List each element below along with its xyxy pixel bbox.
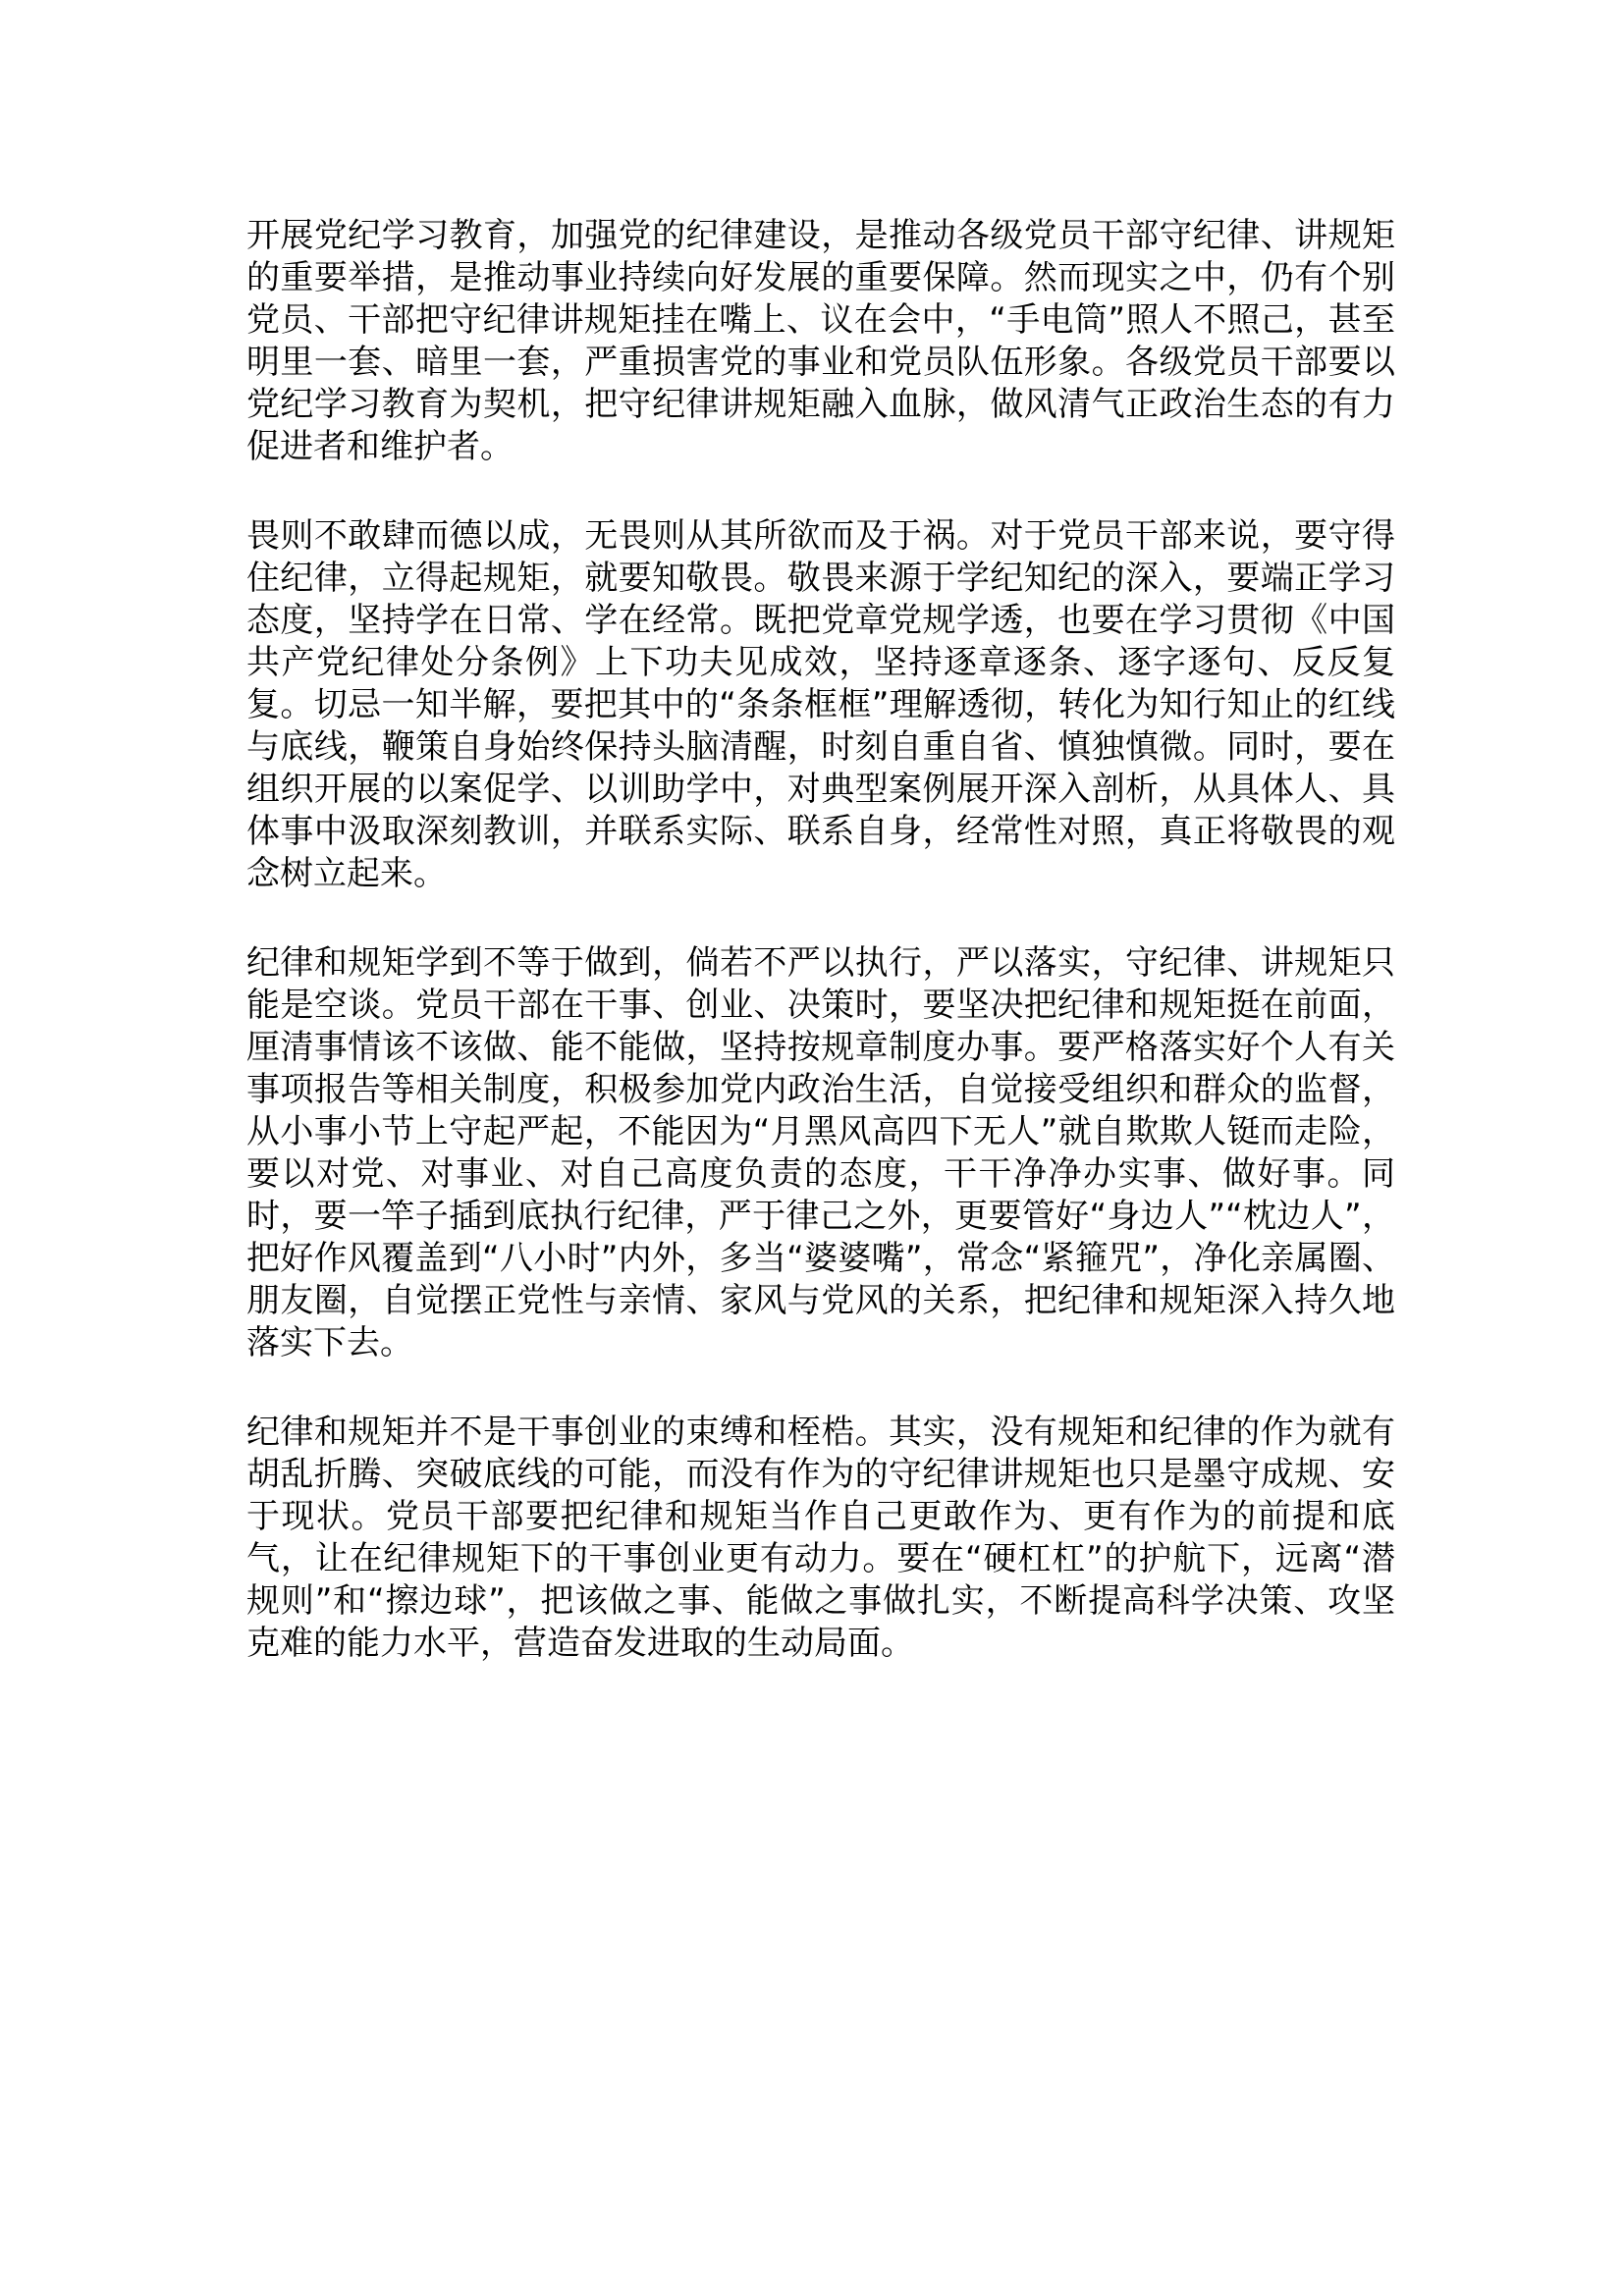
paragraph-1: 开展党纪学习教育，加强党的纪律建设，是推动各级党员干部守纪律、讲规矩的重要举措，是推动事业持续向好发展的重要保障。然而现实之中，仍有个别党员、干部把守纪律讲规矩挂在嘴上、议在会中，“手电筒”照人不照己，甚至明里一套、暗里一套，严重损害党的事业和党员队伍形象。各级党员干部要以党纪学习教育为契机，把守纪律讲规矩融入血脉，做风清气正政治生态的有力促进者和维护者。 bbox=[246, 216, 1395, 466]
article-body bbox=[246, 215, 1395, 1712]
paragraph-2: 畏则不敢肆而德以成，无畏则从其所欲而及于祸。对于党员干部来说，要守得住纪律，立得起规矩，就要知敬畏。敬畏来源于学纪知纪的深入，要端正学习态度，坚持学在日常、学在经常。既把党章党规学透，也要在学习贯彻《中国共产党纪律处分条例》上下功夫见成效，坚持逐章逐条、逐字逐句、反反复复。切忌一知半解，要把其中的“条条框框”理解透彻，转化为知行知止的红线与底线，鞭策自身始终保持头脑清醒，时刻自重自省、慎独慎微。同时，要在组织开展的以案促学、以训助学中，对典型案例展开深入剖析，从具体人、具体事中汲取深刻教训，并联系实际、联系自身，经常性对照，真正将敬畏的观念树立起来。 bbox=[246, 516, 1395, 893]
paragraph-3: 纪律和规矩学到不等于做到，倘若不严以执行，严以落实，守纪律、讲规矩只能是空谈。党员干部在干事、创业、决策时，要坚决把纪律和规矩挺在前面，厘清事情该不该做、能不能做，坚持按规章制度办事。要严格落实好个人有关事项报告等相关制度，积极参加党内政治生活，自觉接受组织和群众的监督，从小事小节上守起严起，不能因为“月黑风高四下无人”就自欺欺人铤而走险，要以对党、对事业、对自己高度负责的态度，干干净净办实事、做好事。同时，要一竿子插到底执行纪律，严于律己之外，更要管好“身边人”“枕边人”，把好作风覆盖到“八小时”内外，多当“婆婆嘴”，常念“紧箍咒”，净化亲属圈、朋友圈，自觉摆正党性与亲情、家风与党风的关系，把纪律和规矩深入持久地落实下去。 bbox=[246, 943, 1395, 1362]
paragraph-4: 纪律和规矩并不是干事创业的束缚和桎梏。其实，没有规矩和纪律的作为就有胡乱折腾、突破底线的可能，而没有作为的守纪律讲规矩也只是墨守成规、安于现状。党员干部要把纪律和规矩当作自己更敢作为、更有作为的前提和底气，让在纪律规矩下的干事创业更有动力。要在“硬杠杠”的护航下，远离“潜规则”和“擦边球”，把该做之事、能做之事做扎实，不断提高科学决策、攻坚克难的能力水平，营造奋发进取的生动局面。 bbox=[246, 1413, 1395, 1663]
